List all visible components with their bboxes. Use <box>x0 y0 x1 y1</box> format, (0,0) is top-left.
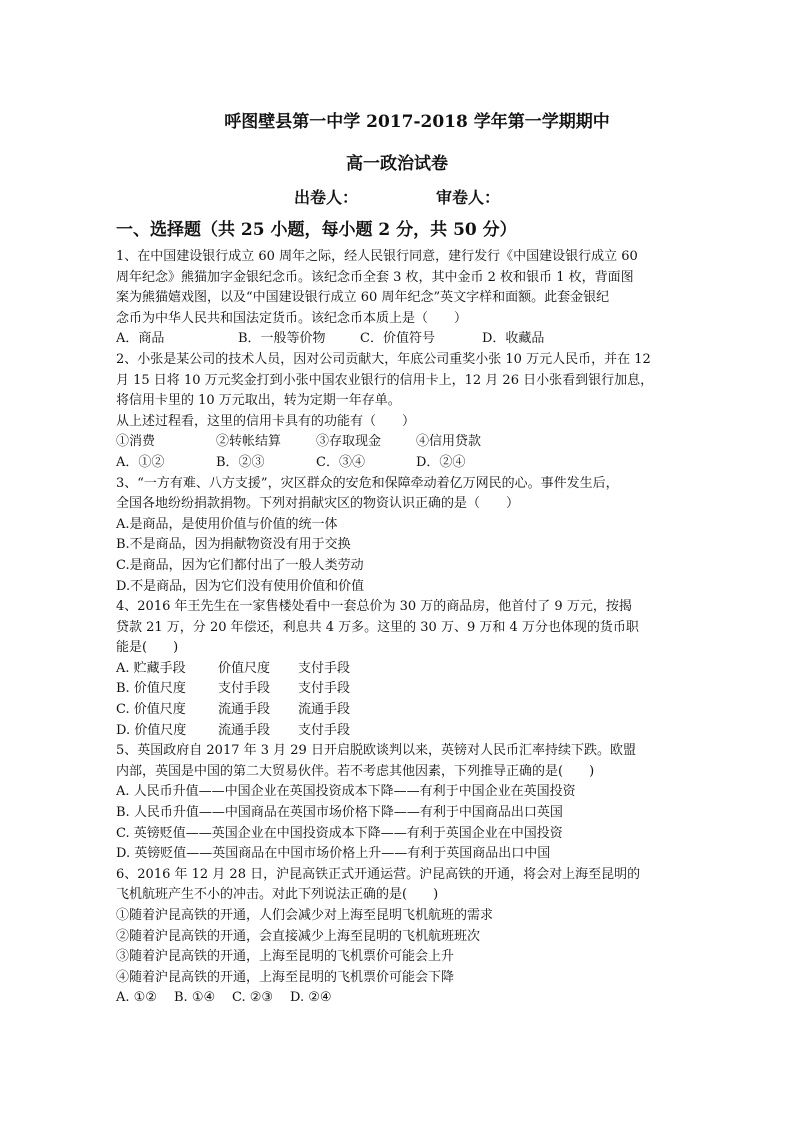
option-cell: 流通手段 <box>218 722 271 738</box>
question-text: 能是( ) <box>116 640 179 656</box>
reviewer-label: 审卷人： <box>436 188 501 207</box>
option-b: B．②③ <box>216 454 265 470</box>
item-2: ②随着沪昆高铁的开通，会直接减少上海至昆明的飞机航班班次 <box>116 928 481 944</box>
question-text: 6、2016 年 12 月 28 日，沪昆高铁正式开通运营。沪昆高铁的开通，将会对上海至昆明的 <box>116 866 641 882</box>
question-text: 将信用卡里的 10 万元取出，转为定期一年存单。 <box>116 393 401 409</box>
option-cell: 流通手段 <box>218 702 271 718</box>
option-d <box>116 721 692 742</box>
question-text: 1、在中国建设银行成立 60 周年之际，经人民银行同意，建行发行《中国建设银行成立 60 <box>116 249 638 264</box>
option-cell: 流通手段 <box>298 702 351 718</box>
option-b: B．一般等价物 <box>238 331 326 347</box>
question-text: 全国各地纷纷捐款捐物。下列对捐献灾区的物资认识正确的是（ ） <box>116 496 520 512</box>
option-a: A.是商品，是使用价值与价值的统一体 <box>116 516 338 532</box>
option-a: A．①② <box>116 454 165 470</box>
option-d: D. 英镑贬值——英国商品在中国市场价格上升——有利于英国商品出口中国 <box>116 846 551 862</box>
question-text: 念币为中华人民共和国法定货币。该纪念币本质上是（ ） <box>116 310 468 326</box>
option-c <box>116 700 692 721</box>
option-cell: C. 价值尺度 <box>116 702 186 718</box>
option-a <box>116 659 692 680</box>
option-d: D．②④ <box>416 454 466 470</box>
question-2 <box>116 350 692 474</box>
option-c: C. 英镑贬值——英国企业在中国投资成本下降——有利于英国企业在中国投资 <box>116 825 563 841</box>
answer-options <box>116 988 692 1009</box>
item-1: ①消费 <box>116 434 156 450</box>
question-6 <box>116 865 692 1009</box>
question-text: 贷款 21 万，分 20 年偿还，利息共 4 万多。这里的 30 万、9 万和 4 万分也体现的货币职 <box>116 619 639 635</box>
question-text: 3、“一方有难、八方支援”，灾区群众的安危和保障牵动着亿万网民的心。事件发生后， <box>116 475 619 491</box>
questions <box>116 247 692 1009</box>
question-text: 从上述过程看，这里的信用卡具有的功能有（ ） <box>116 413 416 429</box>
statement-items <box>116 432 692 453</box>
option-cell: 支付手段 <box>298 722 351 738</box>
option-a: A．商品 <box>116 331 165 347</box>
option-c: C.是商品，因为它们都付出了一般人类劳动 <box>116 557 364 573</box>
exam-title: 呼图壁县第一中学 2017-2018 学年第一学期期中 <box>224 112 610 132</box>
question-text: 2、小张是某公司的技术人员，因对公司贡献大，年底公司重奖小张 10 万元人民币，并在 12 <box>116 351 651 367</box>
question-text: 案为熊猫嬉戏图，以及“中国建设银行成立 60 周年纪念”英文字样和面额。此套金银纪 <box>116 290 610 306</box>
question-text: 5、英国政府自 2017 年 3 月 29 日开启脱欧谈判以来，英镑对人民币汇率持续下跌。欧盟 <box>116 743 636 759</box>
item-3: ③随着沪昆高铁的开通，上海至昆明的飞机票价可能会上升 <box>116 949 455 965</box>
question-3 <box>116 474 692 598</box>
option-cell: B. 价值尺度 <box>116 681 186 697</box>
option-cell: 价值尺度 <box>218 660 271 676</box>
question-text: 飞机航班产生不小的冲击。对此下列说法正确的是( ) <box>116 887 439 903</box>
option-c: C．③④ <box>316 454 365 470</box>
option-d: D.不是商品，因为它们没有使用价值和价值 <box>116 578 365 594</box>
question-text: 月 15 日将 10 万元奖金打到小张中国农业银行的信用卡上，12 月 26 日小张看到银行加息， <box>116 372 654 388</box>
item-4: ④信用贷款 <box>416 434 482 450</box>
option-cell: D. 价值尺度 <box>116 722 187 738</box>
option-b: B. ①④ <box>174 990 216 1006</box>
option-cell: 支付手段 <box>218 681 271 697</box>
option-d: D．收藏品 <box>482 331 545 347</box>
item-3: ③存取现金 <box>316 434 382 450</box>
section-heading: 一、选择题（共 25 小题，每小题 2 分，共 50 分） <box>116 220 517 240</box>
option-b: B.不是商品，因为捐献物资没有用于交换 <box>116 537 351 553</box>
option-c: C．价值符号 <box>360 331 435 347</box>
question-text: 内部，英国是中国的第二大贸易伙伴。若不考虑其他因素，下列推导正确的是( ) <box>116 763 595 779</box>
item-4: ④随着沪昆高铁的开通，上海至昆明的飞机票价可能会下降 <box>116 969 455 985</box>
option-d: D. ②④ <box>290 990 332 1006</box>
option-c: C. ②③ <box>232 990 274 1006</box>
question-1 <box>116 247 692 350</box>
option-b <box>116 679 692 700</box>
author-line <box>0 185 794 208</box>
option-b: B. 人民币升值——中国商品在英国市场价格下降——有利于中国商品出口英国 <box>116 805 563 821</box>
item-1: ①随着沪昆高铁的开通，人们会减少对上海至昆明飞机航班的需求 <box>116 908 494 923</box>
answer-options <box>116 453 692 474</box>
exam-subtitle: 高一政治试卷 <box>346 154 448 174</box>
question-4 <box>116 597 692 741</box>
answer-options <box>116 329 692 350</box>
option-cell: 支付手段 <box>298 681 351 697</box>
option-a: A. 人民币升值——中国企业在英国投资成本下降——有利于中国企业在英国投资 <box>116 784 576 800</box>
question-text: 周年纪念》熊猫加字金银纪念币。该纪念币全套 3 枚，其中金币 2 枚和银币 1 枚，背面图 <box>116 269 634 285</box>
item-2: ②转帐结算 <box>216 434 282 450</box>
author-label: 出卷人： <box>293 188 358 207</box>
question-text: 4、2016 年王先生在一家售楼处看中一套总价为 30 万的商品房，他首付了 9 万元，按揭 <box>116 599 632 615</box>
question-5 <box>116 741 692 865</box>
option-a: A. ①② <box>116 990 157 1006</box>
option-cell: 支付手段 <box>298 660 351 676</box>
option-cell: A. 贮藏手段 <box>116 660 186 676</box>
